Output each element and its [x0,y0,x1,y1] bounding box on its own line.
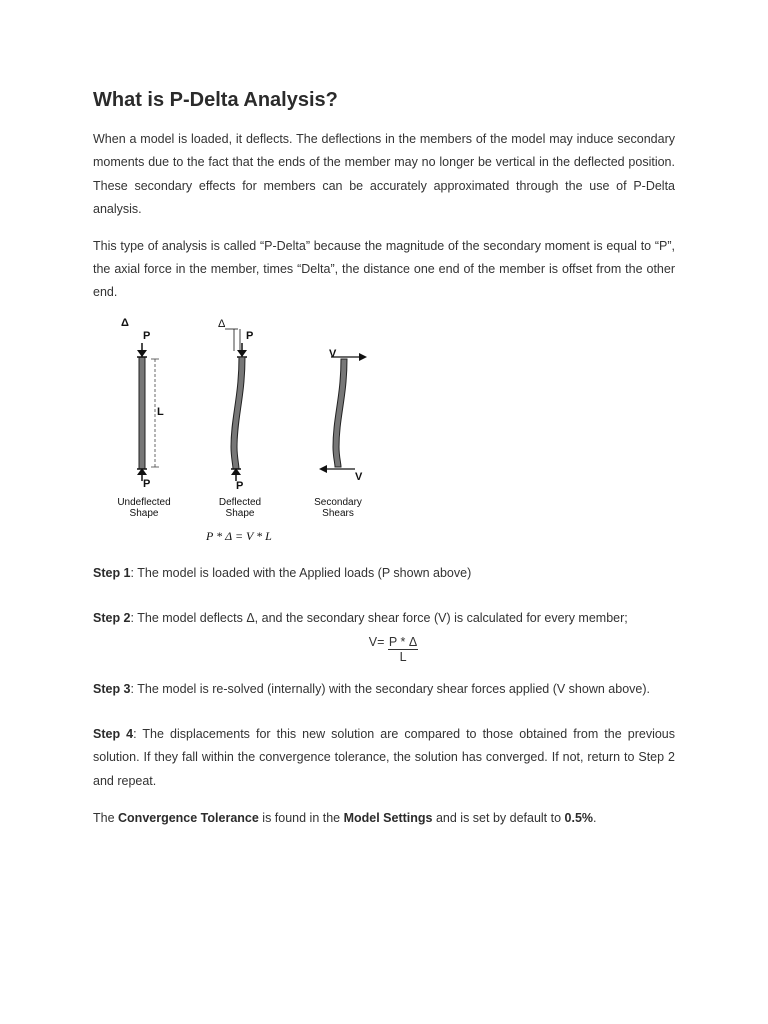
undeflected-column [139,357,145,469]
formula-numerator: P * Δ [388,634,418,649]
undeflected-top-arrowhead [137,350,147,357]
article-body [93,86,675,831]
definition-paragraph: This type of analysis is called “P-Delta” because the magnitude of the secondary moment is equal to “P”, the axial force in the member, times “Delta”, the distance one end of the member is offset from the other end. [93,238,675,300]
caption-secondary: Secondary Shears [314,496,362,519]
step-2-text: : The model deflects Δ, and the secondary shear force (V) is calculated for every member; [130,611,628,626]
step-4-label: Step 4 [93,727,134,742]
step-1-text: : The model is loaded with the Applied loads (P shown above) [130,565,472,580]
formula-fraction [388,635,418,664]
step-2 [93,607,675,630]
deflected-top-arrowhead [237,350,247,357]
shear-formula [112,635,675,664]
step-4 [93,723,675,793]
undeflected-bottom-p-label: P [143,477,151,490]
delta-label: Δ [218,317,226,330]
p-delta-diagram [107,317,381,525]
step-2-label: Step 2 [93,611,131,626]
shear-bottom-v-label: V [355,470,363,483]
secondary-column [333,359,347,467]
length-label: L [157,405,164,418]
p-delta-diagram-graphic [107,317,381,525]
p-delta-equation: P * Δ = V * L [206,528,272,543]
page-title: What is P-Delta Analysis? [93,89,338,111]
deflected-column [231,357,245,469]
step-1 [93,562,675,585]
shear-top-v-label: V [329,347,337,360]
default-tolerance-value: 0.5% [564,811,594,826]
step-4-text: : The displacements for this new solution are compared to those obtained from the previous solution. If they fall within the convergence tolerance, the solution has converged. If not, return to Step 2 and repeat. [93,727,675,788]
formula-lhs: V= [368,634,385,649]
shear-bottom-arrowhead [319,465,327,473]
deflected-top-p-label: P [246,329,254,342]
delta-symbol: Δ [121,316,129,329]
model-settings-term: Model Settings [343,811,433,826]
step-3 [93,678,675,701]
shear-top-arrowhead [359,353,367,361]
caption-deflected: Deflected Shape [218,496,262,519]
step-1-label: Step 1 [93,565,131,580]
caption-undeflected: Undeflected Shape [117,496,171,519]
formula-denominator: L [399,649,407,664]
convergence-tolerance-term: Convergence Tolerance [118,811,259,826]
step-3-text: : The model is re-solved (internally) with the secondary shear forces applied (V shown above). [130,681,650,696]
convergence-paragraph: The Convergence Tolerance is found in the Model Settings and is set by default to 0.5%. [93,811,597,826]
deflected-bottom-p-label: P [236,479,244,492]
undeflected-top-p-label: P [143,329,151,342]
intro-paragraph: When a model is loaded, it deflects. The deflections in the members of the model may induce secondary moments due to the fact that the ends of the member may no longer be vertical in the deflected position. These secondary effects for members can be accurately approximated through the use of P-Delta analysis. [93,132,675,217]
step-3-label: Step 3 [93,681,131,696]
